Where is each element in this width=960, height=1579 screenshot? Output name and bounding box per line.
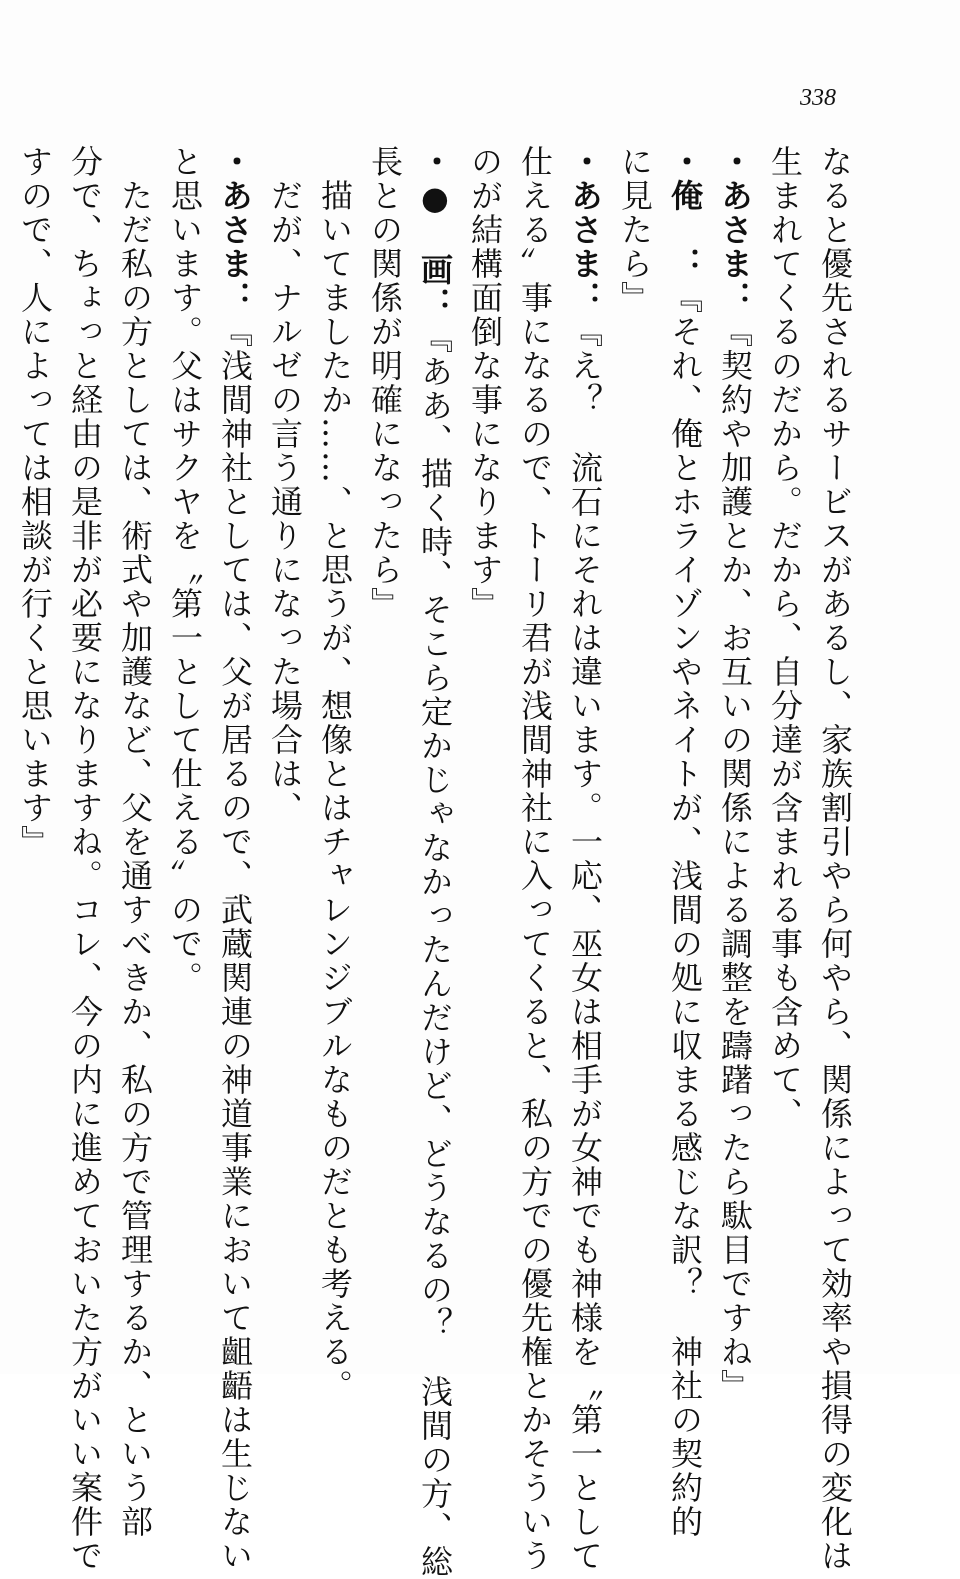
line-text: ただ私の方としては、術式や加護など、父を通すべきか、私の方で管理するか、という部 — [116, 145, 154, 1539]
text-line — [260, 145, 310, 1285]
speaker-label: ・● 画： — [416, 145, 454, 321]
text-line — [410, 145, 460, 1579]
speaker-label: ・あさま： — [716, 145, 754, 315]
line-text: 『それ、俺とホライゾンやネイトが、浅間の処に収まる感じな訳？ 神社の契約的 — [666, 281, 704, 1539]
line-text: なると優先されるサービスがあるし、家族割引やら何やら、関係によって効率や損得の変化は — [816, 145, 854, 1573]
text-line — [660, 145, 710, 1539]
line-text: と思います。父はサクヤを〝第一として仕える〟ので。 — [166, 145, 204, 995]
text-line — [710, 145, 760, 1403]
line-text: すので、人によっては相談が行くと思います』 — [16, 145, 54, 859]
line-text: 『浅間神社としては、父が居るので、武蔵関連の神道事業において齟齬は生じない — [216, 315, 254, 1573]
text-line — [60, 145, 110, 1573]
text-line — [760, 145, 810, 1285]
line-text: 分で、ちょっと経由の是非が必要になりますね。コレ、今の内に進めておいた方がいい案件で — [66, 145, 104, 1573]
text-line — [110, 145, 160, 1539]
vertical-text-block — [16, 145, 860, 1579]
line-text: 『え？ 流石にそれは違います。一応、巫女は相手が女神でも神様を〝第一として — [566, 315, 604, 1573]
speaker-label: ・俺 ： — [666, 145, 704, 281]
page-number: 338 — [800, 85, 836, 111]
line-text: 描いてましたか……、と思うが、想像とはチャレンジブルなものだとも考える。 — [316, 145, 354, 1403]
line-text: 長との関係が明確になったら』 — [366, 145, 404, 621]
speaker-label: ・あさま： — [566, 145, 604, 315]
line-text: 仕える〟事になるので、トーリ君が浅間神社に入ってくると、私の方での優先権とかそういう — [516, 145, 554, 1573]
line-text: 『ああ、描く時、そこら定かじゃなかったんだけど、どうなるの？ 浅間の方、総 — [416, 321, 454, 1579]
text-line — [810, 145, 860, 1573]
text-line — [460, 145, 510, 1285]
line-text: だが、ナルゼの言う通りになった場合は、 — [266, 145, 304, 825]
line-text: 『契約や加護とか、お互いの関係による調整を躊躇ったら駄目ですね』 — [716, 315, 754, 1403]
text-line — [210, 145, 260, 1573]
text-line — [310, 145, 360, 1403]
text-line — [560, 145, 610, 1573]
speaker-label: ・あさま： — [216, 145, 254, 315]
text-line — [610, 145, 660, 1285]
text-line — [160, 145, 210, 1285]
text-line — [360, 145, 410, 1285]
line-text: に見たら』 — [616, 145, 654, 315]
text-line — [510, 145, 560, 1573]
text-line — [10, 145, 60, 1285]
line-text: 生まれてくるのだから。だから、自分達が含まれる事も含めて、 — [766, 145, 804, 1131]
line-text: のが結構面倒な事になります』 — [466, 145, 504, 621]
